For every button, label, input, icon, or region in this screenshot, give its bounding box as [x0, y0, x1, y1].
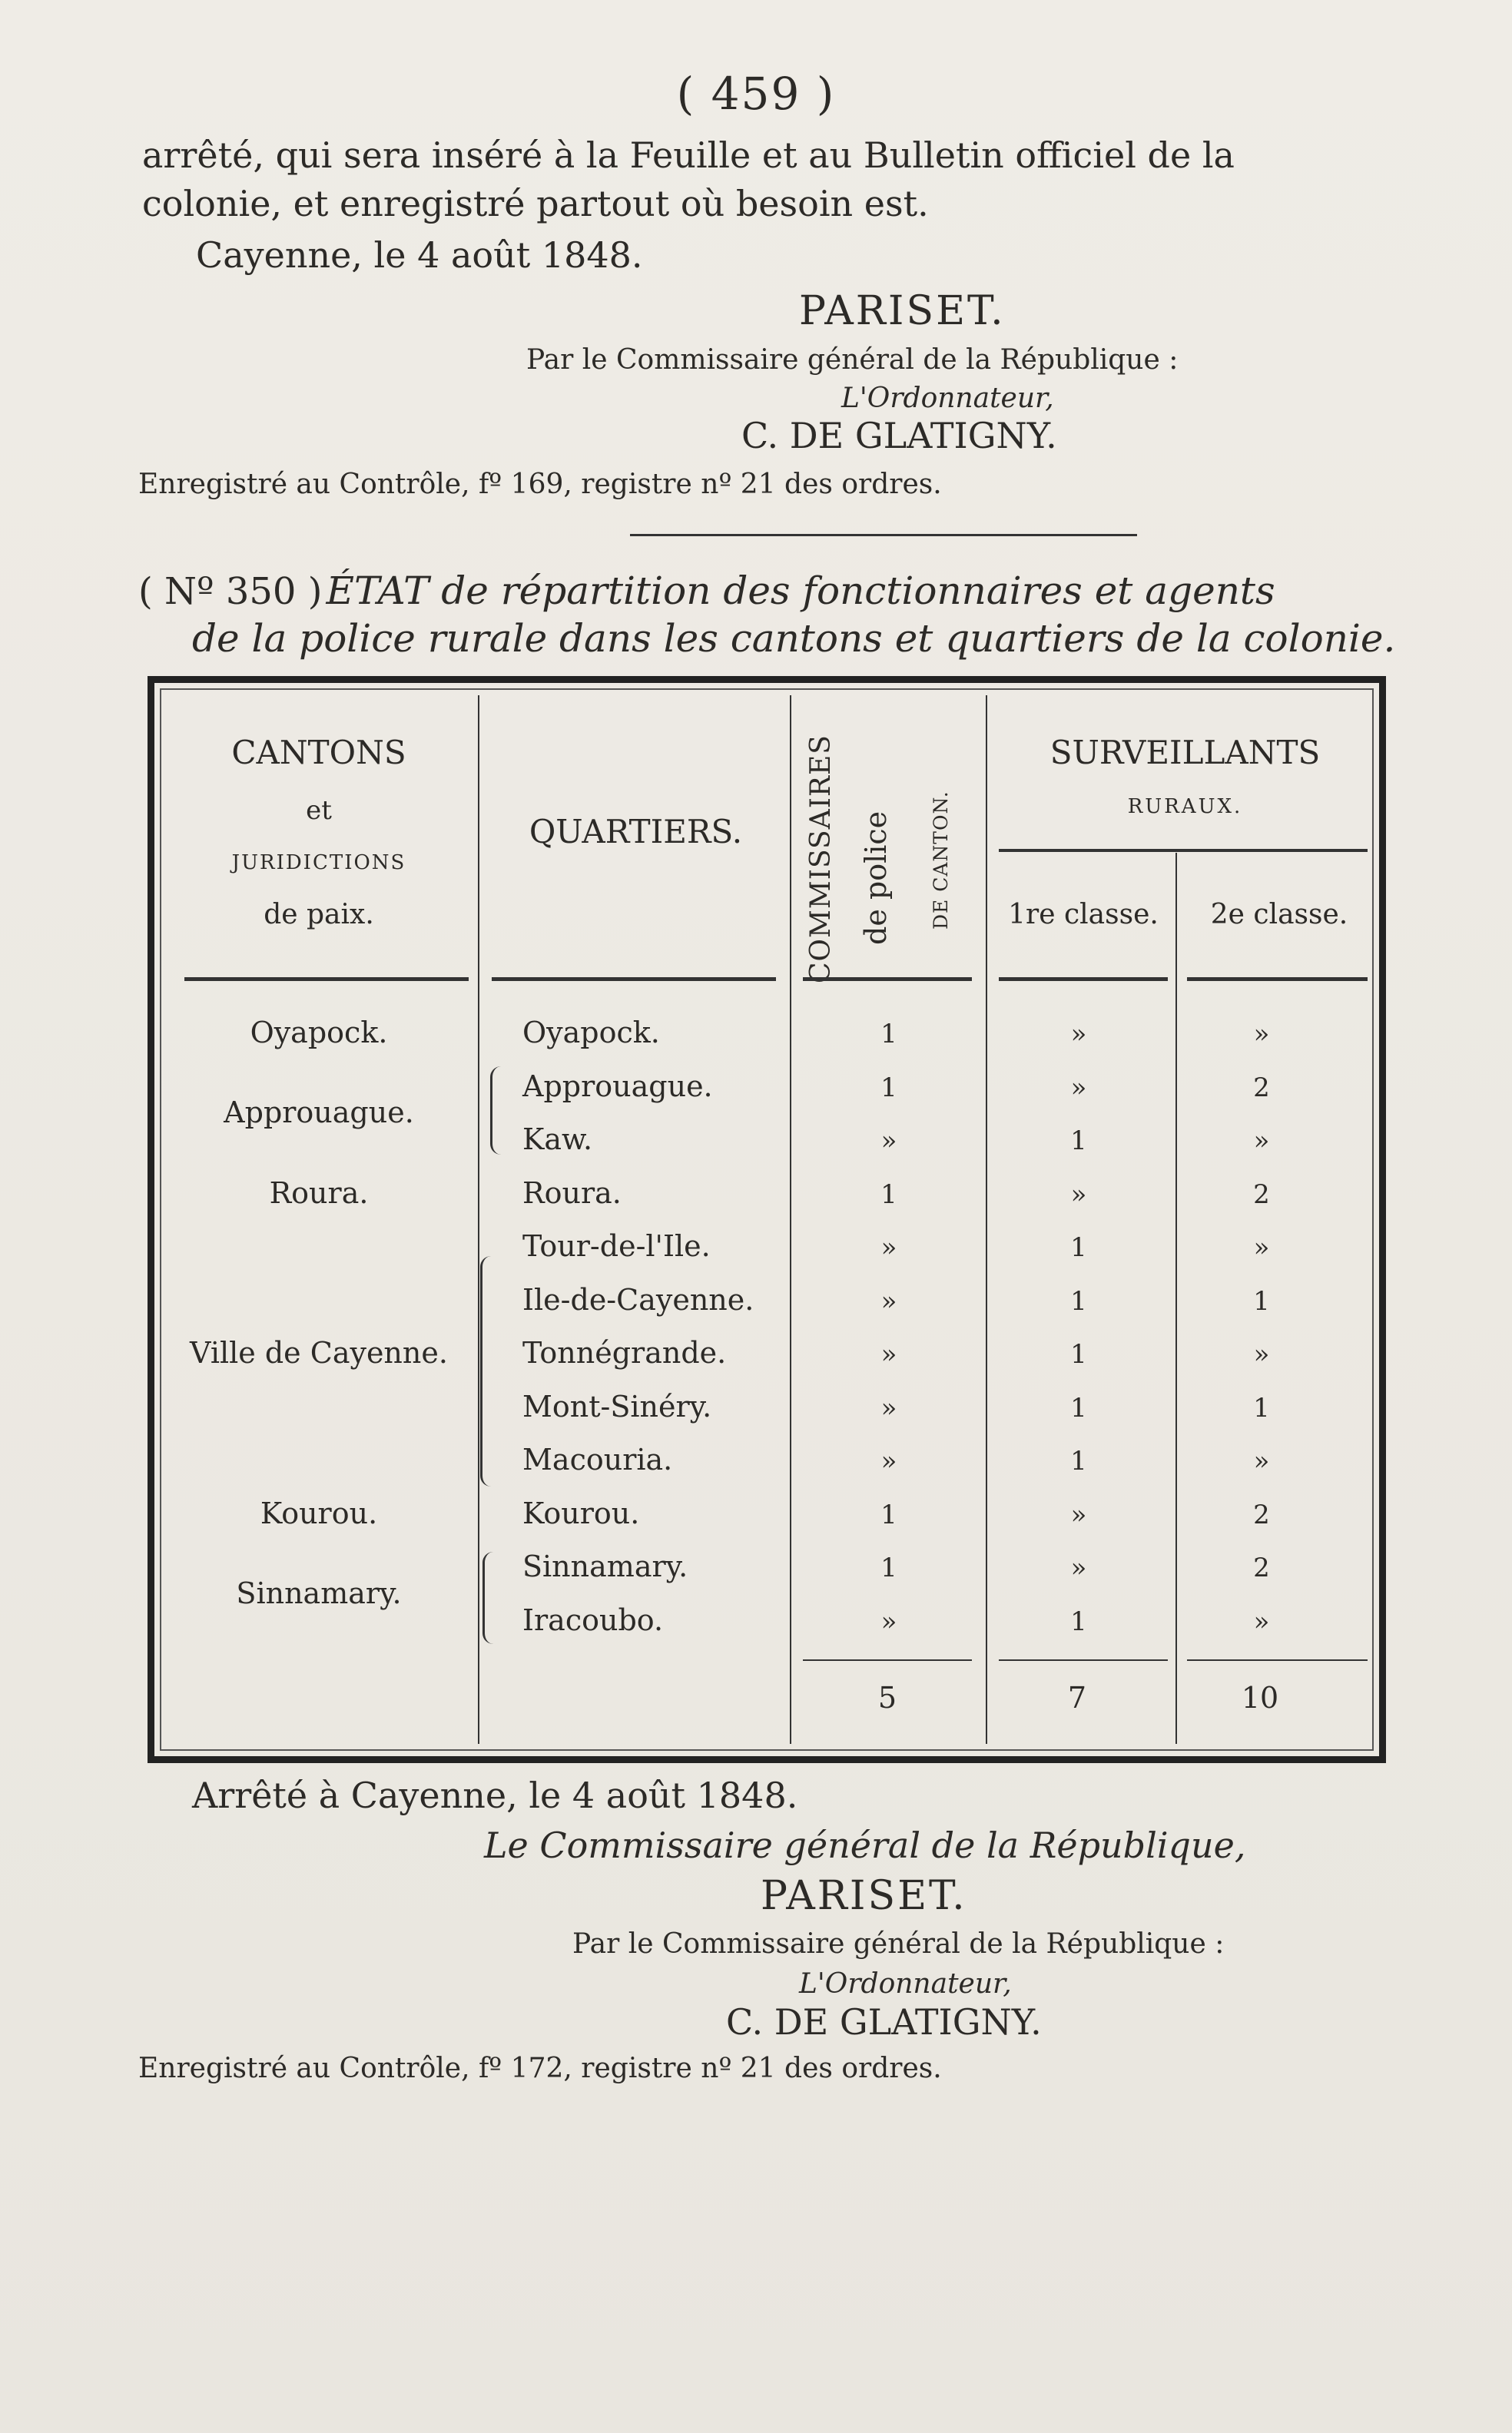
header-quartiers: QUARTIERS. — [529, 813, 743, 850]
header-cantons-et: et — [306, 795, 332, 826]
table-row-classe1: 1 — [1070, 1125, 1087, 1156]
par-le-commissaire: Par le Commissaire général de la République : — [526, 344, 1179, 376]
header-rule-5 — [1187, 977, 1368, 981]
table-row-quartier: Kaw. — [522, 1122, 593, 1156]
table-row-canton: Approuague. — [224, 1096, 414, 1130]
table-row-commissaires: 1 — [880, 1178, 897, 1210]
table-row-quartier: Tour-de-l'Ile. — [522, 1229, 711, 1263]
header-classe-2: 2e classe. — [1210, 899, 1348, 930]
signature-glatigny-2: C. DE GLATIGNY. — [726, 2001, 1042, 2043]
table-row-commissaires: » — [880, 1606, 897, 1637]
header-juridictions: JURIDICTIONS — [231, 851, 406, 874]
brace-cayenne — [480, 1256, 493, 1487]
brace-sinnamary — [482, 1552, 496, 1644]
ordonnateur-label-2: L'Ordonnateur, — [799, 1968, 1012, 2000]
table-row-quartier: Macouria. — [522, 1443, 673, 1477]
table-row-classe2: 2 — [1253, 1553, 1270, 1583]
header-ruraux-rule — [999, 849, 1368, 852]
table-row-classe1: 1 — [1070, 1606, 1087, 1637]
commissaire-line: Le Commissaire général de la République, — [484, 1825, 1246, 1866]
table-row-commissaires: » — [880, 1125, 897, 1156]
table-row-commissaires: 1 — [880, 1499, 897, 1530]
par-le-commissaire-2: Par le Commissaire général de la République : — [572, 1928, 1225, 1960]
table-row-classe2: » — [1253, 1339, 1270, 1370]
header-ruraux: RURAUX. — [1127, 795, 1243, 818]
table-row-classe2: » — [1253, 1606, 1270, 1637]
table-row-canton: Oyapock. — [250, 1016, 388, 1049]
table-row-classe2: 2 — [1253, 1072, 1270, 1103]
table-row-classe2: » — [1253, 1019, 1270, 1049]
table-row-classe1: » — [1070, 1178, 1087, 1210]
table-row-classe1: » — [1070, 1553, 1087, 1583]
header-de-paix: de paix. — [264, 899, 374, 930]
header-de-canton: DE CANTON. — [930, 791, 952, 930]
table-row-classe2: 2 — [1253, 1178, 1270, 1210]
text-line-1: arrêté, qui sera inséré à la Feuille et au Bulletin officiel de la — [142, 134, 1235, 176]
table-row-classe1: » — [1070, 1019, 1087, 1049]
table-row-classe2: » — [1253, 1232, 1270, 1263]
separator-rule — [630, 534, 1137, 536]
table-row-quartier: Roura. — [522, 1175, 622, 1210]
signature-glatigny: C. DE GLATIGNY. — [741, 415, 1057, 456]
totals-rule-2 — [999, 1659, 1168, 1661]
table-row-commissaires: 1 — [880, 1072, 897, 1103]
title-line-1 — [138, 568, 1275, 613]
enregistre-note: Enregistré au Contrôle, fº 169, registre nº 21 des ordres. — [138, 469, 942, 500]
table-row-classe1: » — [1070, 1499, 1087, 1530]
table-row-classe2: » — [1253, 1446, 1270, 1477]
table-row-quartier: Kourou. — [522, 1496, 640, 1530]
table-row-quartier: Sinnamary. — [522, 1550, 688, 1583]
header-commissaires: COMMISSAIRES — [805, 734, 837, 983]
title-text: ÉTAT de répartition des fonctionnaires et agents — [326, 568, 1275, 613]
header-cantons: CANTONS — [231, 734, 406, 771]
table-row-classe1: » — [1070, 1072, 1087, 1103]
table-row-classe2: 1 — [1253, 1392, 1270, 1424]
table-row-commissaires: » — [880, 1232, 897, 1263]
col-divider-1 — [478, 695, 479, 1744]
table-row-classe1: 1 — [1070, 1285, 1087, 1317]
table-row-quartier: Approuague. — [522, 1069, 713, 1103]
title-line-2: de la police rurale dans les cantons et quartiers de la colonie. — [192, 616, 1396, 661]
totals-rule-3 — [1187, 1659, 1368, 1661]
table-row-classe2: 1 — [1253, 1285, 1270, 1317]
total-classe-1: 7 — [1067, 1681, 1087, 1715]
table-row-canton: Ville de Cayenne. — [190, 1336, 448, 1370]
table-row-classe2: » — [1253, 1125, 1270, 1156]
arrete-date-line: Arrêté à Cayenne, le 4 août 1848. — [192, 1775, 798, 1816]
header-rule-4 — [999, 977, 1168, 981]
ordonnateur-label: L'Ordonnateur, — [841, 383, 1054, 414]
table-row-commissaires: » — [880, 1285, 897, 1317]
table-row-quartier: Tonnégrande. — [522, 1336, 727, 1370]
total-classe-2: 10 — [1241, 1681, 1279, 1715]
header-rule-3 — [803, 977, 972, 981]
totals-rule-1 — [803, 1659, 972, 1661]
col-divider-3 — [986, 695, 987, 1744]
header-rule-1 — [184, 977, 469, 981]
header-surveillants: SURVEILLANTS — [1049, 734, 1321, 771]
date-line: Cayenne, le 4 août 1848. — [196, 234, 643, 276]
total-commissaires: 5 — [877, 1681, 897, 1715]
enregistre-note-2: Enregistré au Contrôle, fº 172, registre nº 21 des ordres. — [138, 2053, 942, 2084]
title-number: ( Nº 350 ) — [138, 570, 323, 613]
table-row-commissaires: » — [880, 1339, 897, 1370]
brace-approuague — [490, 1066, 503, 1155]
table-row-commissaires: 1 — [880, 1553, 897, 1583]
table-row-commissaires: 1 — [880, 1019, 897, 1049]
table-row-canton: Sinnamary. — [236, 1576, 402, 1610]
header-rule-2 — [492, 977, 776, 981]
table-row-canton: Roura. — [269, 1175, 369, 1210]
table-row-quartier: Iracoubo. — [522, 1603, 664, 1637]
table-row-quartier: Ile-de-Cayenne. — [522, 1282, 754, 1317]
table-row-classe1: 1 — [1070, 1339, 1087, 1370]
table-row-commissaires: » — [880, 1392, 897, 1424]
table-row-classe2: 2 — [1253, 1499, 1270, 1530]
header-classe-1: 1re classe. — [1008, 899, 1159, 930]
page-number: ( 459 ) — [676, 68, 836, 120]
col-divider-2 — [790, 695, 791, 1744]
table-row-classe1: 1 — [1070, 1446, 1087, 1477]
text-line-2: colonie, et enregistré partout où besoin est. — [142, 183, 929, 224]
col-divider-4 — [1175, 853, 1177, 1744]
signature-pariset: PARISET. — [799, 288, 1006, 334]
signature-pariset-2: PARISET. — [761, 1873, 967, 1919]
table-row-classe1: 1 — [1070, 1392, 1087, 1424]
table-row-commissaires: » — [880, 1446, 897, 1477]
table-row-quartier: Mont-Sinéry. — [522, 1389, 712, 1424]
table-row-quartier: Oyapock. — [522, 1016, 660, 1049]
table-row-canton: Kourou. — [260, 1496, 378, 1530]
table-row-classe1: 1 — [1070, 1232, 1087, 1263]
header-de-police: de police — [859, 810, 893, 945]
